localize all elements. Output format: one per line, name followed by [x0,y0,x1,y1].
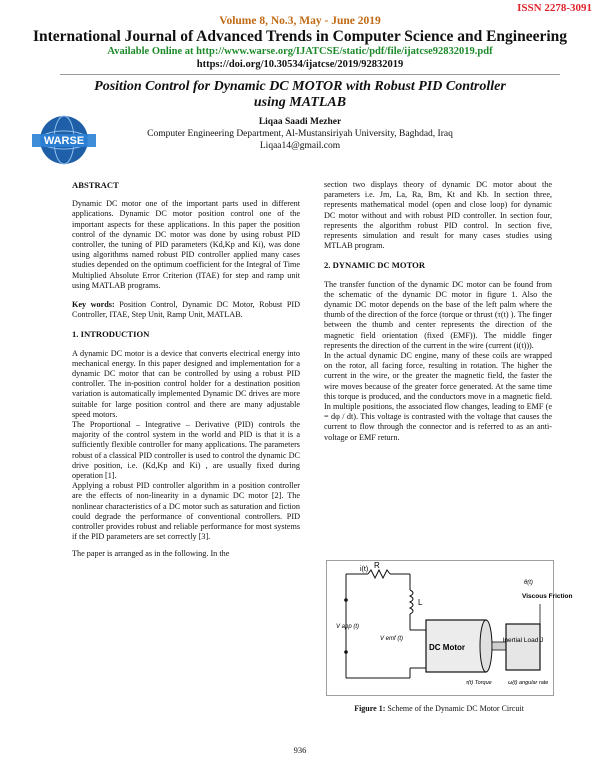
resistor-label: R [374,561,380,570]
current-label: i(t) [360,566,369,573]
intro-paragraph-4: The paper is arranged as in the following. In the [72,548,230,558]
friction-label: Viscous Friction [522,593,573,600]
torque-label: τ(t) Torque [466,680,492,686]
author-name: Liqaa Saadi Mezher [258,117,342,127]
keywords-label: Key words: [72,300,115,310]
vemf-label: V emf (t) [380,636,404,642]
right-column [324,180,552,443]
online-link[interactable]: Available Online at http://www.warse.org/IJATCSE/static/pdf/file/ijatcse92832019.pdf [107,46,493,57]
figure-caption [324,704,554,713]
caption-text: Scheme of the Dynamic DC Motor Circuit [385,704,524,713]
paper-title: Position Control for Dynamic DC MOTOR with Robust PID Controller using MATLAB [94,79,506,110]
intro-heading: 1. INTRODUCTION [72,329,150,340]
journal-title: International Journal of Advanced Trends in Computer Science and Engineering [32,28,568,45]
doi-link[interactable]: https://doi.org/10.30534/ijatcse/2019/92832019 [196,59,404,70]
section-overview: section two displays theory of dynamic DC motor about the parameters i.e. Jm, La, Ra, Bm, Kt and Kb. In section three, represents mathematical model (open and close loop) for dynamic DC motor without and with robust PID controller. In section four, represents the algorithm robust PID control. In section five, represents simulation and result for many cases studies using MTLAB program. [324,180,552,251]
affiliation: Computer Engineering Department, Al-Mustansiriyah University, Baghdad, Iraq [147,129,453,139]
intro-paragraph-3: Applying a robust PID controller algorithm in a position controller are the effects of non-linearity in a dynamic DC motor [2]. The nonlinear characteristics of a DC motor such as saturation and fiction could degrade the performance of conventional controllers. PID controller provides robust and reliable performance for most systems if the PID parameters are set correctly [3]. [72,481,300,542]
keywords [72,300,300,320]
load-block [506,624,540,670]
dc-motor-figure [326,560,573,696]
page-number: 936 [293,745,307,755]
keywords-text: Position Control, Dynamic DC Motor, Robust PID Controller, ITAE, Step Unit, Ramp Unit, MATLAB. [72,300,301,320]
author-email[interactable]: Liqaa14@gmail.com [259,141,341,151]
section-2-paragraph-2: In the actual dynamic DC engine, many of these coils are wrapped on the rotor, all facing force, resulting in rotation. The higher the current in the wire, or the greater the magnetic field, the faster the wire moves because of the greater force generated. At the same time this torque is produced, and the conductors move in a magnetic field. In multiple positions, the associated flow changes, leading to EMF (e = dφ / dt). This voltage is contrasted with the voltage that causes the current to flow through the connector and is referred to as an anti-voltage or EMF return. [324,351,552,442]
vapp-label: V app (t) [336,624,360,630]
section-2-heading: 2. DYNAMIC DC MOTOR [324,260,426,271]
logo-text: WARSE [43,135,85,147]
intro-paragraph-1: A dynamic DC motor is a device that converts electrical energy into mechanical energy. In this paper designed and implementation for a dynamic DC motor that can be controlled by using a robust PID controller. The in-position control holder for a destination position variation is automatically implemented Dynamic DC drives are more suitable for large position control and there are many adjustable speed motors. [72,348,300,419]
abstract-text: Dynamic DC motor one of the important parts used in different applications. Dynamic DC motor position control one of the important aspects for these applications. In this paper the position control of the dynamic DC motor was done by using robust PID controller, the tuning of PID parameters (Kd,Kp and Ki), was done using algorithms named robust PID controller applied many cases studies depended on the optimum coefficient for the Integral of Time Multiplied Absolute Error Criterion (ITAE) for step and ramp unit using MATLAB programs. [72,199,300,290]
load-label: Inertial Load J [502,637,544,644]
caption-label: Figure 1: [354,704,386,713]
inductor-label: L [418,598,423,607]
angular-label: ω(t) angular rate [508,680,549,686]
theta-label: θ(t) [524,580,533,586]
abstract-heading: ABSTRACT [72,180,119,190]
motor-label: DC Motor [429,643,465,652]
intro-paragraph-2: The Proportional – Integrative – Derivative (PID) controls the majority of the control system in the world and PID is that it is a sufficiently flexible controller for many applications. The parameters robust of a classical PID controller is used to control the dynamic DC drive position, i.e. (Kd,Kp and Ki) , are usually fixed during operation [1]. [72,420,300,481]
left-column [72,180,300,559]
issn: ISSN 2278-3091 [517,2,592,14]
header-divider [60,74,560,75]
section-2-paragraph-1: The transfer function of the dynamic DC motor can be found from the schematic of the dynamic DC motor in figure 1. Also the dynamic DC motor depends on the base of the left palm where the thumb of the direction of the force (torque or thrust (τ(t) ). The finger between the thumb and center represents the direction of the magnetic field orientation (fixed (EMF)). The middle finger represents the direction of the current in the wire (current (i(t))). [324,279,552,350]
volume-info: Volume 8, No.3, May - June 2019 [219,15,381,27]
